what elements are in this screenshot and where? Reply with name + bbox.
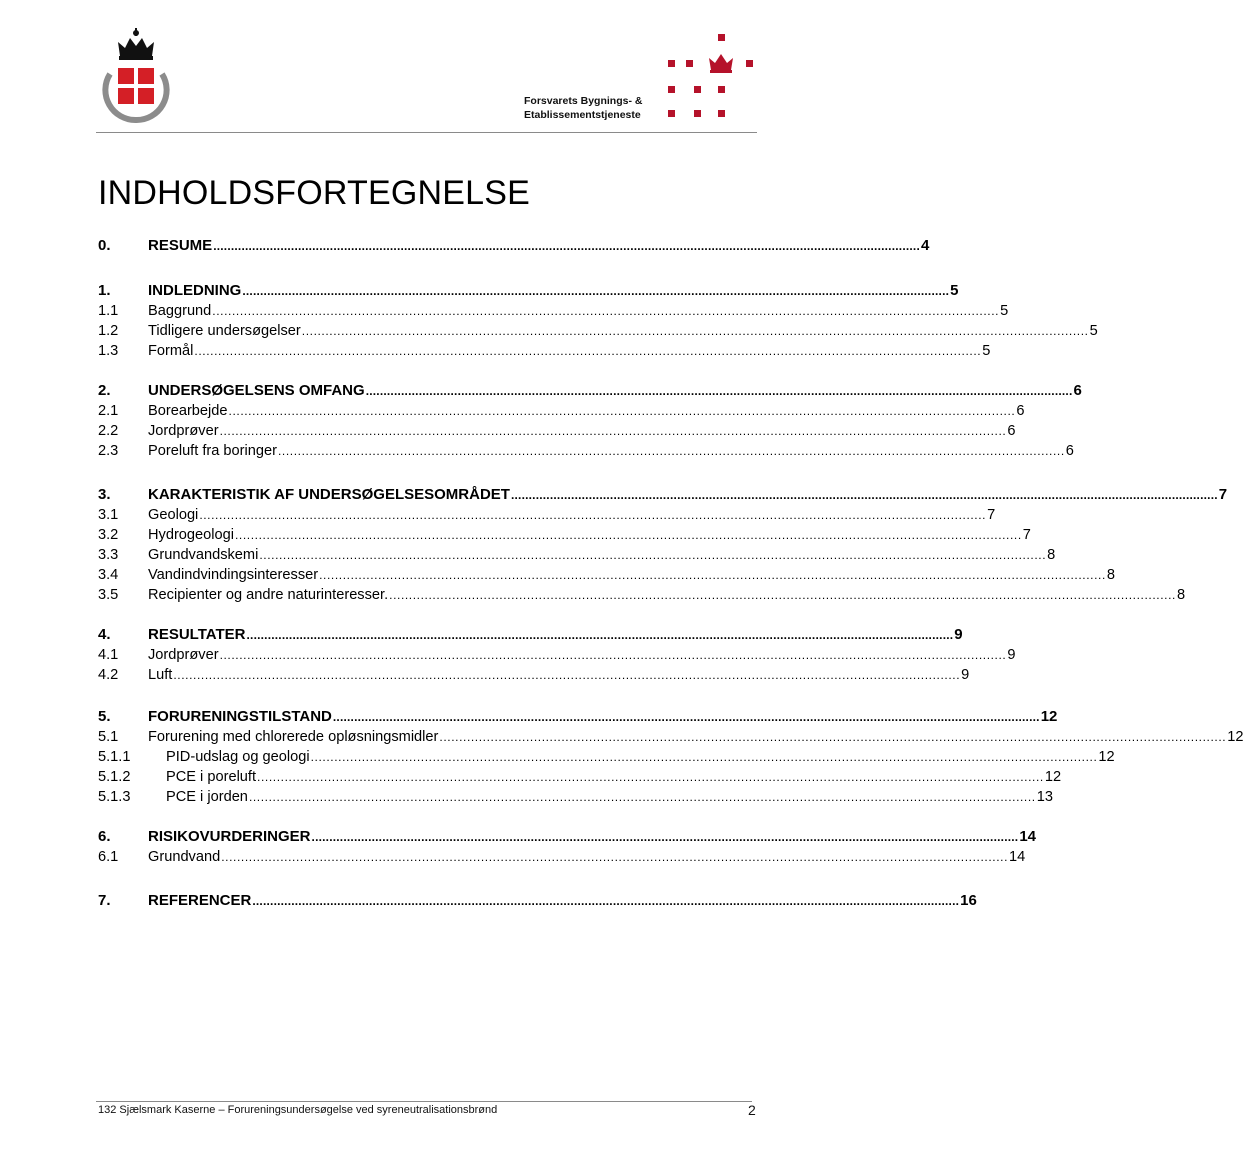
toc-label: Formål xyxy=(148,343,194,359)
toc-entry[interactable] xyxy=(98,381,1082,401)
footer-document-title: 132 Sjælsmark Kaserne – Forureningsundersøgelse ved syreneutralisationsbrønd xyxy=(98,1104,498,1116)
toc-label: Hydrogeologi xyxy=(148,527,234,543)
toc-entry[interactable] xyxy=(98,665,970,685)
toc-number: 5.1.1 xyxy=(98,749,131,765)
toc-page-number: 16 xyxy=(960,892,977,909)
toc-entry[interactable] xyxy=(98,485,1228,505)
toc-label: Baggrund xyxy=(148,303,212,319)
toc-page-number: 7 xyxy=(1218,486,1228,503)
toc-leader-dots: ........................................................................................................................................................................................................ xyxy=(310,750,1098,764)
toc-label: Borearbejde xyxy=(148,403,228,419)
org-name-line1: Forsvarets Bygnings- & xyxy=(524,95,643,107)
toc-page-number: 9 xyxy=(1007,647,1016,663)
toc-number: 2. xyxy=(98,382,111,399)
toc-entry[interactable] xyxy=(98,747,1115,767)
toc-number: 1.2 xyxy=(98,323,119,339)
toc-leader-dots: ........................................................................................................................................................................................................ xyxy=(301,324,1089,338)
toc-number: 5.1 xyxy=(98,729,119,745)
toc-number: 3.1 xyxy=(98,507,119,523)
toc-entry[interactable] xyxy=(98,341,991,361)
toc-label: RESUME xyxy=(148,237,213,254)
toc-entry[interactable] xyxy=(98,441,1074,461)
crown-icon xyxy=(118,28,154,60)
toc-number: 0. xyxy=(98,237,111,254)
toc-leader-dots: ........................................................................................................................................................................................................ xyxy=(252,894,960,908)
toc-label: Recipienter og andre naturinteresser. xyxy=(148,587,389,603)
toc-label: UNDERSØGELSENS OMFANG xyxy=(148,382,365,399)
page-title: INDHOLDSFORTEGNELSE xyxy=(98,174,531,212)
toc-entry[interactable] xyxy=(98,301,1009,321)
toc-label: INDLEDNING xyxy=(148,282,242,299)
toc-entry[interactable] xyxy=(98,281,959,301)
toc-number: 3. xyxy=(98,486,111,503)
crown-shield-logo xyxy=(96,26,176,126)
toc-number: 1. xyxy=(98,282,111,299)
toc-number: 4.2 xyxy=(98,667,119,683)
toc-label: REFERENCER xyxy=(148,892,252,909)
toc-number: 4.1 xyxy=(98,647,119,663)
toc-leader-dots: ........................................................................................................................................................................................................ xyxy=(257,770,1044,784)
toc-page-number: 9 xyxy=(961,667,970,683)
toc-leader-dots: ........................................................................................................................................................................................................ xyxy=(212,304,1000,318)
toc-leader-dots: ........................................................................................................................................................................................................ xyxy=(173,668,961,682)
toc-page-number: 5 xyxy=(1089,323,1098,339)
toc-page-number: 5 xyxy=(1000,303,1009,319)
toc-number: 7. xyxy=(98,892,111,909)
toc-label: Poreluft fra boringer xyxy=(148,443,277,459)
fbe-cross-logo xyxy=(664,30,760,122)
toc-entry[interactable] xyxy=(98,891,977,911)
toc-leader-dots: ........................................................................................................................................................................................................ xyxy=(199,508,987,522)
toc-number: 6. xyxy=(98,828,111,845)
toc-page-number: 12 xyxy=(1227,729,1243,745)
toc-page-number: 14 xyxy=(1009,849,1026,865)
toc-page-number: 5 xyxy=(950,282,959,299)
toc-label: PCE i jorden xyxy=(166,789,248,805)
footer-divider xyxy=(96,1101,752,1102)
toc-number: 3.3 xyxy=(98,547,119,563)
toc-entry[interactable] xyxy=(98,787,1053,807)
toc-entry[interactable] xyxy=(98,565,1116,585)
toc-entry[interactable] xyxy=(98,645,1016,665)
toc-leader-dots: ........................................................................................................................................................................................................ xyxy=(228,404,1016,418)
toc-label: PID-udslag og geologi xyxy=(166,749,310,765)
toc-page-number: 14 xyxy=(1019,828,1037,845)
toc-page-number: 12 xyxy=(1040,708,1058,725)
toc-page-number: 8 xyxy=(1176,587,1186,603)
footer-page-number: 2 xyxy=(748,1102,756,1118)
toc-page-number: 5 xyxy=(982,343,991,359)
toc-label: Forurening med chlorerede opløsningsmidler xyxy=(148,729,439,745)
toc-leader-dots: ........................................................................................................................................................................................................ xyxy=(332,710,1040,724)
toc-number: 2.2 xyxy=(98,423,119,439)
toc-entry[interactable] xyxy=(98,545,1056,565)
toc-number: 2.3 xyxy=(98,443,119,459)
red-cross-shield-icon xyxy=(116,66,156,106)
toc-number: 4. xyxy=(98,626,111,643)
toc-entry[interactable] xyxy=(98,727,1243,747)
toc-number: 1.3 xyxy=(98,343,119,359)
toc-entry[interactable] xyxy=(98,505,996,525)
toc-number: 3.4 xyxy=(98,567,119,583)
toc-entry[interactable] xyxy=(98,625,963,645)
toc-page-number: 13 xyxy=(1036,789,1053,805)
toc-page-number: 6 xyxy=(1007,423,1016,439)
toc-page-number: 7 xyxy=(987,507,996,523)
organization-name xyxy=(524,94,642,122)
toc-leader-dots: ........................................................................................................................................................................................................ xyxy=(194,344,982,358)
toc-page-number: 7 xyxy=(1022,527,1031,543)
toc-page-number: 4 xyxy=(920,237,930,254)
header-divider xyxy=(96,132,757,133)
toc-label: Jordprøver xyxy=(148,647,219,663)
toc-page-number: 8 xyxy=(1047,547,1056,563)
toc-entry[interactable] xyxy=(98,847,1026,867)
toc-leader-dots: ........................................................................................................................................................................................................ xyxy=(439,730,1227,744)
toc-entry[interactable] xyxy=(98,401,1025,421)
toc-number: 5.1.2 xyxy=(98,769,131,785)
toc-leader-dots: ........................................................................................................................................................................................................ xyxy=(221,850,1009,864)
toc-number: 3.5 xyxy=(98,587,119,603)
toc-label: RISIKOVURDERINGER xyxy=(148,828,311,845)
toc-entry[interactable] xyxy=(98,767,1062,787)
toc-leader-dots: ........................................................................................................................................................................................................ xyxy=(235,528,1022,542)
toc-entry[interactable] xyxy=(98,321,1098,341)
toc-label: FORURENINGSTILSTAND xyxy=(148,708,332,725)
toc-leader-dots: ........................................................................................................................................................................................................ xyxy=(319,568,1106,582)
org-name-line2: Etablissementstjeneste xyxy=(524,109,641,121)
toc-leader-dots: ........................................................................................................................................................................................................ xyxy=(259,548,1047,562)
toc-leader-dots: ........................................................................................................................................................................................................ xyxy=(277,444,1065,458)
toc-page-number: 9 xyxy=(954,626,963,643)
toc-page-number: 6 xyxy=(1073,382,1082,399)
toc-entry[interactable] xyxy=(98,707,1058,727)
toc-page-number: 8 xyxy=(1106,567,1116,583)
crown-icon xyxy=(709,54,733,73)
toc-label: Luft xyxy=(148,667,173,683)
toc-number: 5. xyxy=(98,708,111,725)
toc-leader-dots: ........................................................................................................................................................................................................ xyxy=(248,790,1036,804)
toc-label: KARAKTERISTIK AF UNDERSØGELSESOMRÅDET xyxy=(148,486,510,503)
toc-entry[interactable] xyxy=(98,236,930,256)
toc-leader-dots: ........................................................................................................................................................................................................ xyxy=(510,488,1218,502)
toc-label: Geologi xyxy=(148,507,199,523)
toc-label: Grundvand xyxy=(148,849,221,865)
toc-number: 1.1 xyxy=(98,303,119,319)
toc-leader-dots: ........................................................................................................................................................................................................ xyxy=(219,648,1007,662)
toc-label: PCE i poreluft xyxy=(166,769,257,785)
toc-leader-dots: ........................................................................................................................................................................................................ xyxy=(365,384,1073,398)
toc-entry[interactable] xyxy=(98,585,1186,605)
toc-leader-dots: ........................................................................................................................................................................................................ xyxy=(311,830,1019,844)
toc-page-number: 6 xyxy=(1016,403,1025,419)
toc-leader-dots: ........................................................................................................................................................................................................ xyxy=(219,424,1007,438)
toc-leader-dots: ........................................................................................................................................................................................................ xyxy=(389,588,1176,602)
toc-page-number: 12 xyxy=(1098,749,1115,765)
toc-entry[interactable] xyxy=(98,525,1031,545)
toc-label: Grundvandskemi xyxy=(148,547,259,563)
toc-label: RESULTATER xyxy=(148,626,246,643)
toc-label: Vandindvindingsinteresser xyxy=(148,567,319,583)
toc-number: 2.1 xyxy=(98,403,119,419)
toc-page-number: 6 xyxy=(1065,443,1074,459)
toc-leader-dots: ........................................................................................................................................................................................................ xyxy=(242,284,950,298)
toc-leader-dots: ........................................................................................................................................................................................................ xyxy=(246,628,954,642)
toc-label: Tidligere undersøgelser xyxy=(148,323,301,339)
toc-number: 6.1 xyxy=(98,849,119,865)
toc-label: Jordprøver xyxy=(148,423,219,439)
toc-entry[interactable] xyxy=(98,421,1016,441)
toc-number: 3.2 xyxy=(98,527,119,543)
toc-number: 5.1.3 xyxy=(98,789,131,805)
toc-page-number: 12 xyxy=(1044,769,1062,785)
red-squares-icon xyxy=(668,34,753,117)
toc-entry[interactable] xyxy=(98,827,1037,847)
toc-leader-dots: ........................................................................................................................................................................................................ xyxy=(213,239,920,253)
